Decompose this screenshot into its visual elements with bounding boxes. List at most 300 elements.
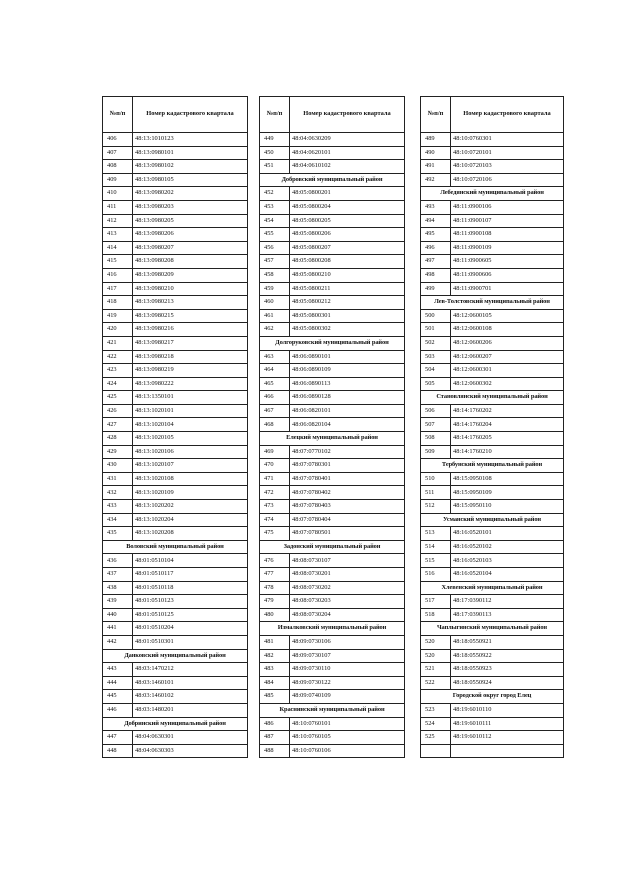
row-number: 435 (103, 527, 133, 541)
table-row (260, 554, 405, 568)
table-row (260, 200, 405, 214)
row-number: 481 (260, 635, 290, 649)
district-row (260, 622, 405, 636)
cadastral-number: 48:05:0800211 (290, 282, 405, 296)
district-name: Добринский муниципальный район (103, 717, 248, 731)
district-name: Хлевенский муниципальный район (421, 581, 564, 595)
row-number: 433 (103, 500, 133, 514)
district-name: Становлянский муниципальный район (421, 391, 564, 405)
cadastral-number: 48:19:6010111 (451, 717, 564, 731)
district-name: Городской округ город Елец (421, 690, 564, 704)
cadastral-number: 48:10:0720103 (451, 160, 564, 174)
header-title: Номер кадастрового квартала (133, 97, 248, 133)
row-number: 487 (260, 731, 290, 745)
cadastral-number: 48:13:1010123 (133, 133, 248, 147)
table-row (421, 241, 564, 255)
cadastral-number: 48:13:0980218 (133, 350, 248, 364)
row-number: 485 (260, 690, 290, 704)
cadastral-number: 48:05:0800210 (290, 268, 405, 282)
cadastral-number: 48:04:0630209 (290, 133, 405, 147)
row-number: 464 (260, 364, 290, 378)
cadastral-number: 48:13:0980213 (133, 296, 248, 310)
cadastral-number: 48:05:0800301 (290, 309, 405, 323)
cadastral-number: 48:09:0740109 (290, 690, 405, 704)
table-row (260, 268, 405, 282)
cadastral-number: 48:13:0980217 (133, 336, 248, 350)
table-row (260, 635, 405, 649)
cadastral-number: 48:01:0510125 (133, 608, 248, 622)
table-row (103, 391, 248, 405)
row-number: 461 (260, 309, 290, 323)
cadastral-number: 48:14:1760210 (451, 445, 564, 459)
row-number: 506 (421, 404, 451, 418)
cadastral-number: 48:08:0730107 (290, 554, 405, 568)
district-name: Чаплыгинский муниципальный район (421, 622, 564, 636)
row-number: 470 (260, 459, 290, 473)
row-number: 501 (421, 323, 451, 337)
row-number: 494 (421, 214, 451, 228)
table-row (260, 364, 405, 378)
table-row (103, 581, 248, 595)
cadastral-number: 48:05:0800206 (290, 228, 405, 242)
row-number: 468 (260, 418, 290, 432)
cadastral-number: 48:07:0780403 (290, 500, 405, 514)
cadastral-number: 48:12:0600207 (451, 350, 564, 364)
row-number: 492 (421, 173, 451, 187)
row-number: 420 (103, 323, 133, 337)
table-row (103, 663, 248, 677)
table-row (421, 568, 564, 582)
table-row (103, 608, 248, 622)
table-row (260, 595, 405, 609)
table-row (421, 663, 564, 677)
cadastral-number: 48:05:0800212 (290, 296, 405, 310)
table-row (103, 296, 248, 310)
district-name: Измалковский муниципальный район (260, 622, 405, 636)
row-number: 488 (260, 744, 290, 758)
row-number: 428 (103, 432, 133, 446)
row-number: 434 (103, 513, 133, 527)
cadastral-number: 48:03:1480201 (133, 703, 248, 717)
table-row (421, 717, 564, 731)
district-row (421, 187, 564, 201)
cadastral-number: 48:14:1760204 (451, 418, 564, 432)
table-row (260, 160, 405, 174)
table-row (103, 676, 248, 690)
row-number: 524 (421, 717, 451, 731)
table-row (260, 581, 405, 595)
row-number: 491 (421, 160, 451, 174)
cadastral-number: 48:04:0620101 (290, 146, 405, 160)
table-row (421, 146, 564, 160)
table-row (260, 472, 405, 486)
row-number: 497 (421, 255, 451, 269)
table-row (103, 418, 248, 432)
row-number: 449 (260, 133, 290, 147)
table-row (421, 364, 564, 378)
cadastral-number: 48:13:1020106 (133, 445, 248, 459)
table-row (421, 649, 564, 663)
table-row (421, 432, 564, 446)
row-number: 474 (260, 513, 290, 527)
table-row (260, 663, 405, 677)
empty-cell (451, 744, 564, 758)
cadastral-number: 48:10:0720101 (451, 146, 564, 160)
row-number: 409 (103, 173, 133, 187)
table-row (260, 717, 405, 731)
row-number: 465 (260, 377, 290, 391)
table-row (103, 459, 248, 473)
cadastral-number: 48:13:0980215 (133, 309, 248, 323)
cadastral-number: 48:03:1460101 (133, 676, 248, 690)
table-row (421, 703, 564, 717)
row-number: 445 (103, 690, 133, 704)
table-header-row (103, 97, 248, 133)
table-row (260, 255, 405, 269)
row-number: 523 (421, 703, 451, 717)
cadastral-number: 48:17:0390112 (451, 595, 564, 609)
district-row (103, 649, 248, 663)
cadastral-number: 48:13:0980202 (133, 187, 248, 201)
cadastral-number: 48:12:0600301 (451, 364, 564, 378)
cadastral-number: 48:15:0950110 (451, 500, 564, 514)
district-name: Усманский муниципальный район (421, 513, 564, 527)
cadastral-number: 48:01:0510301 (133, 635, 248, 649)
table-row (103, 445, 248, 459)
district-name: Задонский муниципальный район (260, 540, 405, 554)
table-row (260, 744, 405, 758)
district-row (421, 296, 564, 310)
table-row (421, 282, 564, 296)
row-number: 450 (260, 146, 290, 160)
cadastral-table-3 (420, 96, 564, 758)
table-row (260, 296, 405, 310)
row-number: 413 (103, 228, 133, 242)
cadastral-number: 48:05:0800201 (290, 187, 405, 201)
table-row (260, 513, 405, 527)
table-row (260, 377, 405, 391)
row-number: 414 (103, 241, 133, 255)
row-number: 511 (421, 486, 451, 500)
table-row (260, 241, 405, 255)
table-row (103, 282, 248, 296)
table-row (260, 500, 405, 514)
table-row (103, 255, 248, 269)
cadastral-number: 48:04:0610102 (290, 160, 405, 174)
row-number: 406 (103, 133, 133, 147)
table-row (103, 241, 248, 255)
cadastral-number: 48:10:0760301 (451, 133, 564, 147)
table-row (103, 595, 248, 609)
row-number: 455 (260, 228, 290, 242)
table-row (260, 445, 405, 459)
row-number: 475 (260, 527, 290, 541)
header-title: Номер кадастрового квартала (451, 97, 564, 133)
cadastral-number: 48:08:0730204 (290, 608, 405, 622)
cadastral-number: 48:11:0900701 (451, 282, 564, 296)
table-row (421, 635, 564, 649)
row-number: 480 (260, 608, 290, 622)
cadastral-number: 48:18:0550921 (451, 635, 564, 649)
row-number: 442 (103, 635, 133, 649)
cadastral-number: 48:12:0600302 (451, 377, 564, 391)
table-row (103, 377, 248, 391)
row-number: 490 (421, 146, 451, 160)
table-row (421, 336, 564, 350)
row-number: 484 (260, 676, 290, 690)
district-row (260, 703, 405, 717)
row-number: 453 (260, 200, 290, 214)
table-row (260, 133, 405, 147)
table-row (421, 527, 564, 541)
row-number: 522 (421, 676, 451, 690)
row-number: 496 (421, 241, 451, 255)
cadastral-number: 48:16:0520101 (451, 527, 564, 541)
row-number: 509 (421, 445, 451, 459)
table-row (103, 432, 248, 446)
row-number: 493 (421, 200, 451, 214)
row-number: 432 (103, 486, 133, 500)
district-row (260, 540, 405, 554)
table-row (421, 377, 564, 391)
row-number: 499 (421, 282, 451, 296)
table-row (260, 187, 405, 201)
row-number: 482 (260, 649, 290, 663)
row-number: 457 (260, 255, 290, 269)
row-number: 448 (103, 744, 133, 758)
cadastral-number: 48:13:0980216 (133, 323, 248, 337)
row-number: 429 (103, 445, 133, 459)
row-number: 411 (103, 200, 133, 214)
table-row (260, 228, 405, 242)
cadastral-number: 48:13:0980105 (133, 173, 248, 187)
cadastral-number: 48:01:0510117 (133, 568, 248, 582)
cadastral-number: 48:13:0980209 (133, 268, 248, 282)
cadastral-number: 48:11:0900106 (451, 200, 564, 214)
table-row (421, 255, 564, 269)
row-number: 510 (421, 472, 451, 486)
table-row (421, 540, 564, 554)
row-number: 444 (103, 676, 133, 690)
cadastral-number: 48:13:0980219 (133, 364, 248, 378)
row-number: 460 (260, 296, 290, 310)
table-row (103, 200, 248, 214)
district-name: Данковский муниципальный район (103, 649, 248, 663)
cadastral-number: 48:05:0800207 (290, 241, 405, 255)
row-number: 417 (103, 282, 133, 296)
cadastral-number: 48:05:0800205 (290, 214, 405, 228)
row-number: 477 (260, 568, 290, 582)
table-row (421, 350, 564, 364)
cadastral-number: 48:06:0820101 (290, 404, 405, 418)
table-row (260, 309, 405, 323)
header-num: №п/п (260, 97, 290, 133)
row-number: 500 (421, 309, 451, 323)
row-number: 520 (421, 635, 451, 649)
cadastral-number: 48:06:0890109 (290, 364, 405, 378)
row-number: 418 (103, 296, 133, 310)
table-row (421, 268, 564, 282)
cadastral-number: 48:11:0900109 (451, 241, 564, 255)
district-name: Лебедянский муниципальный район (421, 187, 564, 201)
cadastral-number: 48:16:0520103 (451, 554, 564, 568)
table-row (103, 527, 248, 541)
table-row (421, 486, 564, 500)
table-row (103, 309, 248, 323)
row-number: 407 (103, 146, 133, 160)
table-row (260, 676, 405, 690)
cadastral-number: 48:07:0770102 (290, 445, 405, 459)
row-number: 452 (260, 187, 290, 201)
row-number: 424 (103, 377, 133, 391)
row-number: 447 (103, 731, 133, 745)
cadastral-number: 48:09:0730110 (290, 663, 405, 677)
district-row (260, 336, 405, 350)
cadastral-number: 48:13:0980222 (133, 377, 248, 391)
table-row (260, 649, 405, 663)
row-number: 478 (260, 581, 290, 595)
row-number: 507 (421, 418, 451, 432)
district-name: Краснинский муниципальный район (260, 703, 405, 717)
cadastral-table-1 (102, 96, 248, 758)
table-row (260, 608, 405, 622)
table-row (421, 309, 564, 323)
cadastral-table-2 (259, 96, 405, 758)
table-row (260, 214, 405, 228)
cadastral-number: 48:13:0980206 (133, 228, 248, 242)
table-row (260, 568, 405, 582)
cadastral-number: 48:13:0980102 (133, 160, 248, 174)
table-row (103, 404, 248, 418)
cadastral-number: 48:05:0800302 (290, 323, 405, 337)
cadastral-number: 48:08:0730203 (290, 595, 405, 609)
row-number: 469 (260, 445, 290, 459)
row-number: 430 (103, 459, 133, 473)
table-row (260, 527, 405, 541)
table-row (260, 731, 405, 745)
table-row (260, 323, 405, 337)
row-number: 521 (421, 663, 451, 677)
table-row (103, 228, 248, 242)
table-row (103, 500, 248, 514)
cadastral-number: 48:13:0980203 (133, 200, 248, 214)
row-number: 508 (421, 432, 451, 446)
table-body (260, 133, 405, 758)
table-row (103, 336, 248, 350)
cadastral-number: 48:13:1020101 (133, 404, 248, 418)
district-row (103, 717, 248, 731)
row-number: 415 (103, 255, 133, 269)
table-row (103, 513, 248, 527)
cadastral-number: 48:09:0730106 (290, 635, 405, 649)
table-row (421, 676, 564, 690)
table-row (103, 364, 248, 378)
row-number: 422 (103, 350, 133, 364)
cadastral-number: 48:13:0980101 (133, 146, 248, 160)
cadastral-number: 48:01:0510123 (133, 595, 248, 609)
district-name: Тербунский муниципальный район (421, 459, 564, 473)
cadastral-number: 48:11:0900107 (451, 214, 564, 228)
table-row (421, 418, 564, 432)
table-body (421, 133, 564, 758)
row-number: 412 (103, 214, 133, 228)
row-number: 483 (260, 663, 290, 677)
table-row (260, 146, 405, 160)
row-number: 439 (103, 595, 133, 609)
district-row (421, 513, 564, 527)
district-row (421, 459, 564, 473)
district-name: Добровский муниципальный район (260, 173, 405, 187)
district-name: Елецкий муниципальный район (260, 432, 405, 446)
row-number: 458 (260, 268, 290, 282)
row-number: 423 (103, 364, 133, 378)
row-number: 504 (421, 364, 451, 378)
table-row (103, 731, 248, 745)
row-number: 425 (103, 391, 133, 405)
row-number: 476 (260, 554, 290, 568)
row-number: 438 (103, 581, 133, 595)
cadastral-number: 48:11:0900108 (451, 228, 564, 242)
cadastral-number: 48:13:1020104 (133, 418, 248, 432)
cadastral-number: 48:13:1350101 (133, 391, 248, 405)
row-number: 489 (421, 133, 451, 147)
row-number: 431 (103, 472, 133, 486)
row-number: 472 (260, 486, 290, 500)
row-number: 471 (260, 472, 290, 486)
table-row (260, 391, 405, 405)
district-name: Долгоруковский муниципальный район (260, 336, 405, 350)
table-row (421, 323, 564, 337)
row-number: 446 (103, 703, 133, 717)
row-number: 473 (260, 500, 290, 514)
row-number: 443 (103, 663, 133, 677)
row-number: 408 (103, 160, 133, 174)
table-row (103, 568, 248, 582)
row-number: 456 (260, 241, 290, 255)
row-number: 421 (103, 336, 133, 350)
cadastral-number: 48:01:0510204 (133, 622, 248, 636)
table-row (421, 160, 564, 174)
table-row (421, 228, 564, 242)
cadastral-number: 48:12:0600108 (451, 323, 564, 337)
cadastral-number: 48:05:0800208 (290, 255, 405, 269)
table-body (103, 133, 248, 758)
cadastral-number: 48:01:0510118 (133, 581, 248, 595)
cadastral-number: 48:07:0780301 (290, 459, 405, 473)
table-row (103, 472, 248, 486)
cadastral-number: 48:19:6010112 (451, 731, 564, 745)
row-number: 462 (260, 323, 290, 337)
table-row (421, 445, 564, 459)
table-row (421, 500, 564, 514)
cadastral-number: 48:07:0780404 (290, 513, 405, 527)
table-row (421, 133, 564, 147)
cadastral-number: 48:06:0820104 (290, 418, 405, 432)
cadastral-number: 48:17:0390113 (451, 608, 564, 622)
table-row (103, 486, 248, 500)
row-number: 440 (103, 608, 133, 622)
row-number: 513 (421, 527, 451, 541)
table-row (260, 282, 405, 296)
cadastral-number: 48:03:1470212 (133, 663, 248, 677)
table-row (260, 350, 405, 364)
cadastral-number: 48:10:0760106 (290, 744, 405, 758)
cadastral-number: 48:15:0950109 (451, 486, 564, 500)
cadastral-number: 48:18:0550923 (451, 663, 564, 677)
table-row (103, 323, 248, 337)
row-number: 518 (421, 608, 451, 622)
cadastral-number: 48:04:0630301 (133, 731, 248, 745)
